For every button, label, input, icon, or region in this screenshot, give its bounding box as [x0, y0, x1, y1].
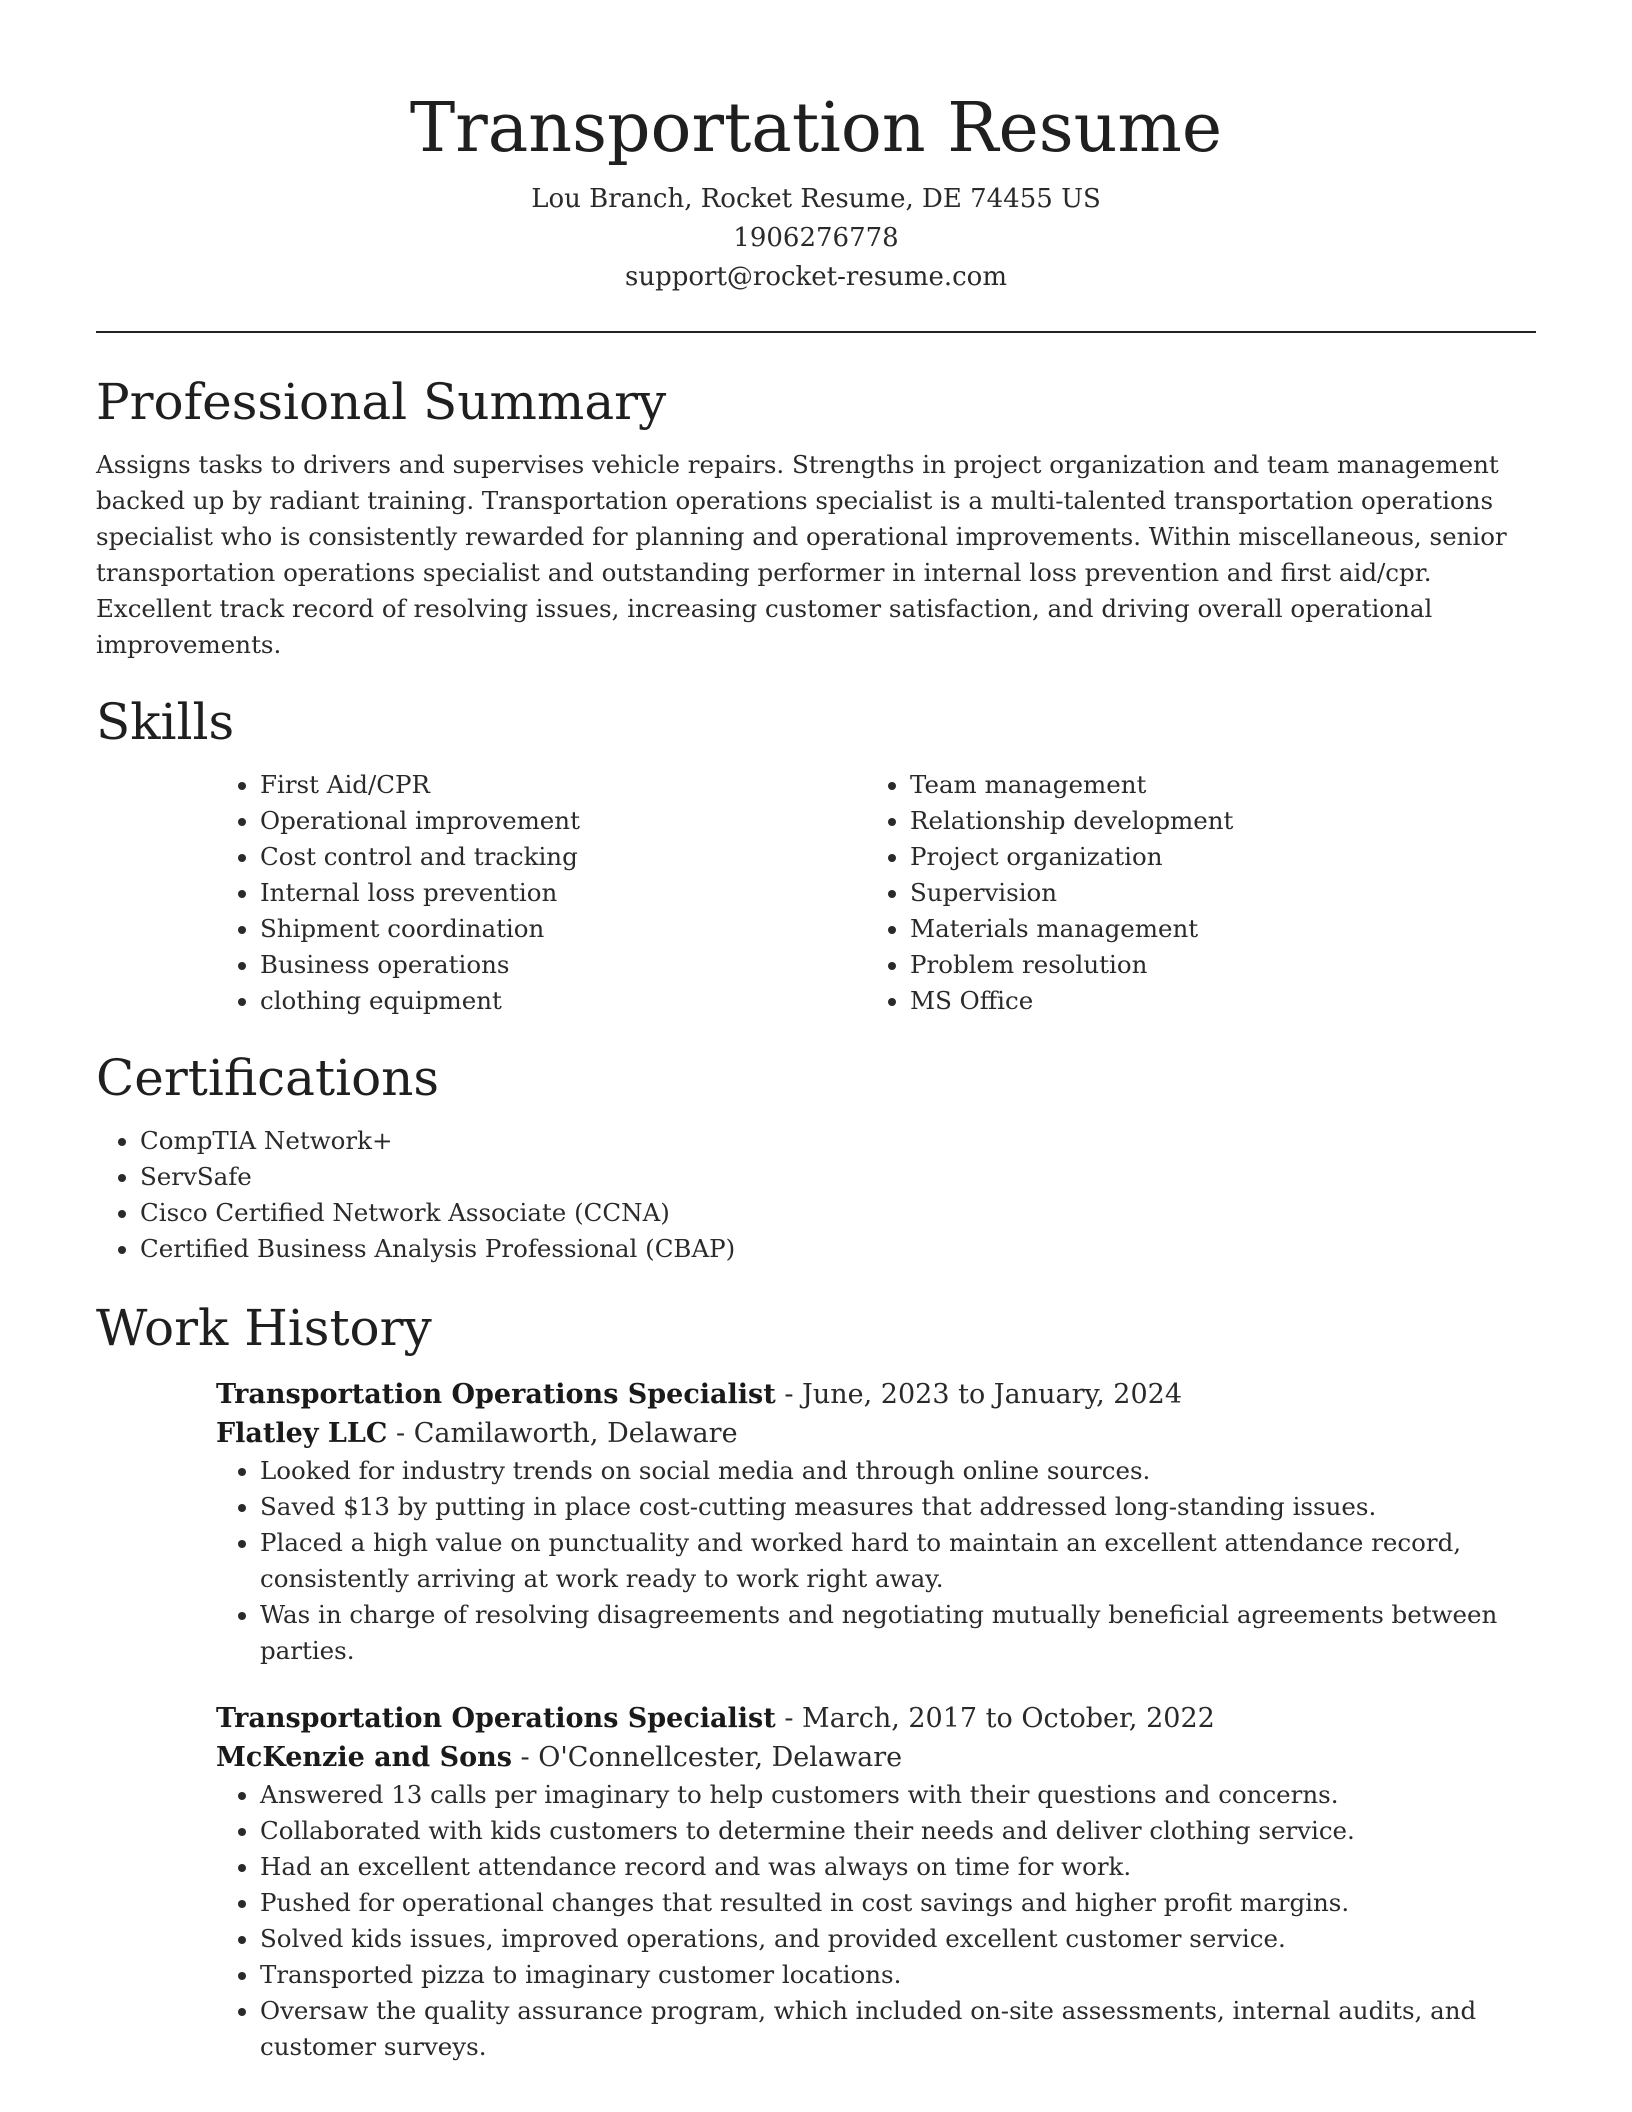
- summary-text: Assigns tasks to drivers and supervises vehicle repairs. Strengths in project organization and team management backed up by radiant training. Transportation operations specialist is a multi-talented transportation operations specialist who is consistently rewarded for planning and operational improvements. Within miscellaneous, senior transportation operations specialist and outstanding performer in internal loss prevention and first aid/cpr. Excellent track record of resolving issues, increasing customer satisfaction, and driving overall operational improvements.: [96, 450, 1507, 659]
- job-company: Flatley LLC: [216, 1418, 388, 1449]
- list-item: • Certified Business Analysis Professional (CBAP): [140, 1231, 1536, 1267]
- job-location: Camilaworth, Delaware: [413, 1418, 738, 1449]
- list-item: • First Aid/CPR: [260, 767, 866, 803]
- certifications-list: [96, 1123, 1536, 1267]
- resume-header: [96, 0, 1536, 297]
- job-company-line: [216, 1414, 1536, 1453]
- certifications-section: [96, 1045, 1536, 1267]
- skills-section: [96, 689, 1536, 1019]
- certifications-heading: Certifications: [96, 1049, 440, 1107]
- list-item: • Pushed for operational changes that resulted in cost savings and higher profit margins.: [260, 1885, 1536, 1921]
- contact-phone: 1906276778: [733, 223, 899, 253]
- resume-page: [96, 0, 1536, 2065]
- job-location: O'Connellcester, Delaware: [538, 1742, 903, 1773]
- list-item: • Relationship development: [910, 803, 1516, 839]
- list-item: • MS Office: [910, 983, 1516, 1019]
- job-dates: March, 2017 to October, 2022: [802, 1703, 1215, 1734]
- job-entry: [216, 1699, 1536, 2065]
- skills-column-right: [866, 767, 1516, 1019]
- list-item: • Operational improvement: [260, 803, 866, 839]
- skills-grid: [216, 767, 1536, 1019]
- list-item: • Looked for industry trends on social media and through online sources.: [260, 1453, 1536, 1489]
- job-bullets: [216, 1453, 1536, 1669]
- job-dates: June, 2023 to January, 2024: [802, 1379, 1183, 1410]
- job-company-line: [216, 1738, 1536, 1777]
- list-item: • Oversaw the quality assurance program, which included on-site assessments, internal audits, and customer surveys.: [260, 1993, 1536, 2065]
- skills-column-left: [216, 767, 866, 1019]
- list-item: • ServSafe: [140, 1159, 1536, 1195]
- separator: -: [784, 1379, 803, 1410]
- skills-list-right: [866, 767, 1516, 1019]
- list-item: • Transported pizza to imaginary customer locations.: [260, 1957, 1536, 1993]
- skills-list-left: [216, 767, 866, 1019]
- list-item: • Solved kids issues, improved operations, and provided excellent customer service.: [260, 1921, 1536, 1957]
- list-item: • Business operations: [260, 947, 866, 983]
- list-item: • Internal loss prevention: [260, 875, 866, 911]
- job-title: Transportation Operations Specialist: [216, 1379, 776, 1410]
- list-item: • Project organization: [910, 839, 1516, 875]
- job-company: McKenzie and Sons: [216, 1742, 512, 1773]
- summary-heading: Professional Summary: [96, 373, 667, 431]
- list-item: • Supervision: [910, 875, 1516, 911]
- list-item: • CompTIA Network+: [140, 1123, 1536, 1159]
- list-item: • Saved $13 by putting in place cost-cutting measures that addressed long-standing issues.: [260, 1489, 1536, 1525]
- list-item: • Cost control and tracking: [260, 839, 866, 875]
- summary-section: [96, 369, 1536, 663]
- list-item: • Cisco Certified Network Associate (CCNA): [140, 1195, 1536, 1231]
- list-item: • Answered 13 calls per imaginary to help customers with their questions and concerns.: [260, 1777, 1536, 1813]
- resume-title: Transportation Resume: [409, 89, 1223, 168]
- list-item: • Collaborated with kids customers to determine their needs and deliver clothing service.: [260, 1813, 1536, 1849]
- job-title-line: [216, 1375, 1536, 1414]
- separator: -: [784, 1703, 803, 1734]
- list-item: • Shipment coordination: [260, 911, 866, 947]
- header-divider: [96, 331, 1536, 333]
- contact-address: Lou Branch, Rocket Resume, DE 74455 US: [531, 184, 1101, 214]
- skills-heading: Skills: [96, 693, 235, 751]
- job-bullets: [216, 1777, 1536, 2065]
- job-title-line: [216, 1699, 1536, 1738]
- list-item: • Problem resolution: [910, 947, 1516, 983]
- contact-email: support@rocket-resume.com: [624, 262, 1007, 292]
- job-title: Transportation Operations Specialist: [216, 1703, 776, 1734]
- work-history-section: [96, 1295, 1536, 2065]
- job-entry: [216, 1375, 1536, 1669]
- work-history-heading: Work History: [96, 1299, 432, 1357]
- list-item: • Had an excellent attendance record and was always on time for work.: [260, 1849, 1536, 1885]
- list-item: • clothing equipment: [260, 983, 866, 1019]
- separator: -: [520, 1742, 539, 1773]
- list-item: • Team management: [910, 767, 1516, 803]
- list-item: • Was in charge of resolving disagreements and negotiating mutually beneficial agreements between parties.: [260, 1597, 1536, 1669]
- list-item: • Materials management: [910, 911, 1516, 947]
- separator: -: [395, 1418, 414, 1449]
- list-item: • Placed a high value on punctuality and worked hard to maintain an excellent attendance record, consistently arriving at work ready to work right away.: [260, 1525, 1536, 1597]
